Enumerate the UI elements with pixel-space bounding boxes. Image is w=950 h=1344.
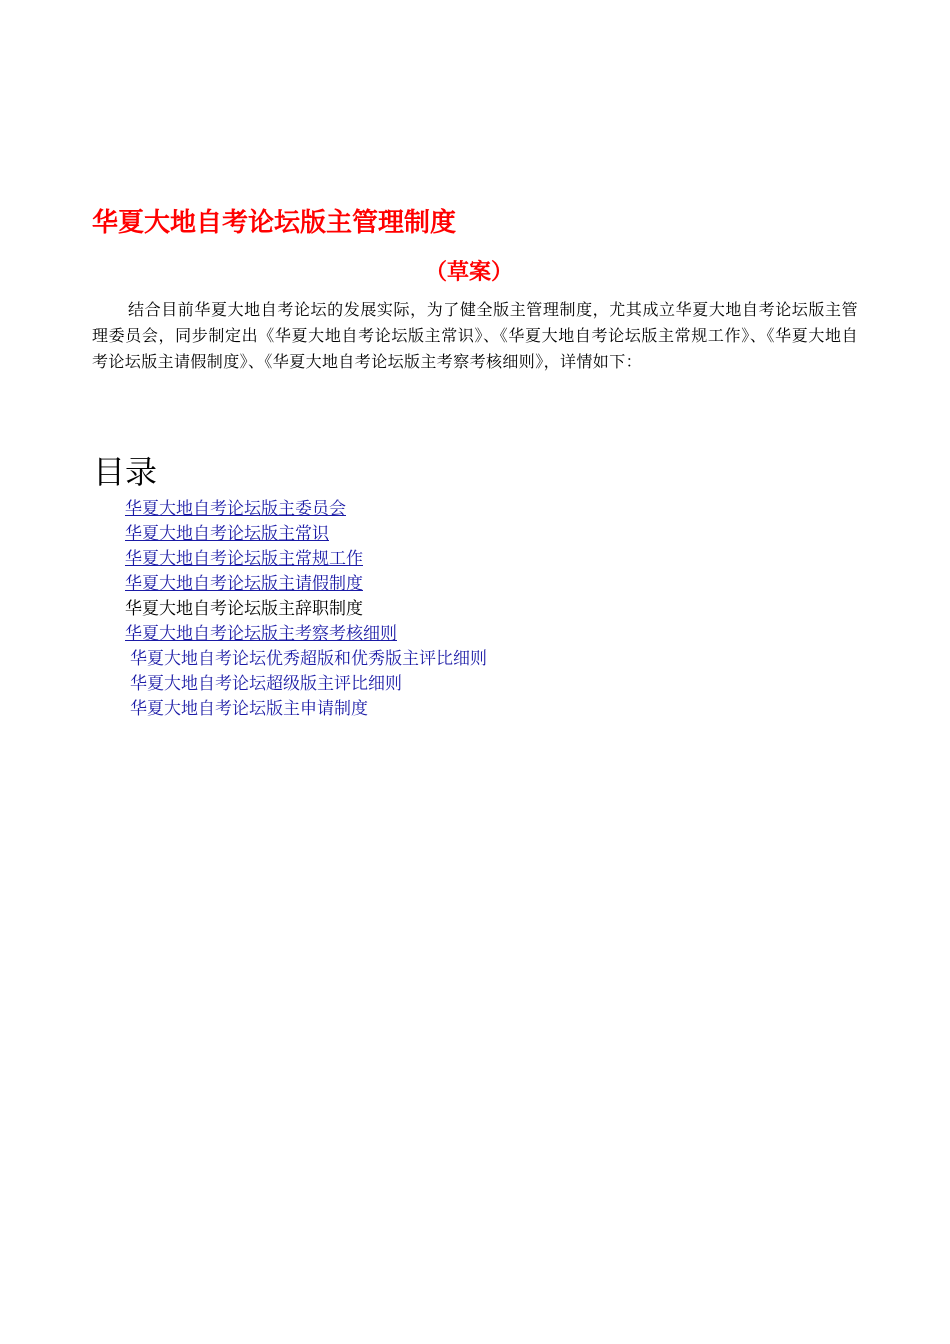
toc-item <box>0 647 950 672</box>
toc-link-super-moderator[interactable]: 华夏大地自考论坛超级版主评比细则 <box>130 674 402 694</box>
toc-link-excellent-moderator[interactable]: 华夏大地自考论坛优秀超版和优秀版主评比细则 <box>130 649 487 669</box>
toc-item <box>0 697 950 722</box>
toc-item <box>0 522 950 547</box>
toc-link-basics[interactable]: 华夏大地自考论坛版主常识 <box>125 524 329 544</box>
toc-heading: 目录 <box>93 453 158 491</box>
toc-text-resignation: 华夏大地自考论坛版主辞职制度 <box>125 599 363 619</box>
toc-item <box>0 547 950 572</box>
document-title: 华夏大地自考论坛版主管理制度 <box>92 208 457 238</box>
toc-link-leave-policy[interactable]: 华夏大地自考论坛版主请假制度 <box>125 574 363 594</box>
table-of-contents <box>0 497 950 722</box>
intro-paragraph: 结合目前华夏大地自考论坛的发展实际，为了健全版主管理制度，尤其成立华夏大地自考论坛版主管理委员会，同步制定出《华夏大地自考论坛版主常识》、《华夏大地自考论坛版主常规工作》、《华夏大地自考论坛版主请假制度》、《华夏大地自考论坛版主考察考核细则》，详情如下： <box>92 300 858 371</box>
toc-link-committee[interactable]: 华夏大地自考论坛版主委员会 <box>125 499 346 519</box>
toc-link-routine-work[interactable]: 华夏大地自考论坛版主常规工作 <box>125 549 363 569</box>
toc-item <box>0 497 950 522</box>
document-subtitle: （草案） <box>425 260 514 285</box>
toc-item <box>0 672 950 697</box>
toc-item <box>0 597 950 622</box>
toc-item <box>0 572 950 597</box>
toc-link-application[interactable]: 华夏大地自考论坛版主申请制度 <box>130 699 368 719</box>
toc-item <box>0 622 950 647</box>
toc-link-assessment[interactable]: 华夏大地自考论坛版主考察考核细则 <box>125 624 397 644</box>
